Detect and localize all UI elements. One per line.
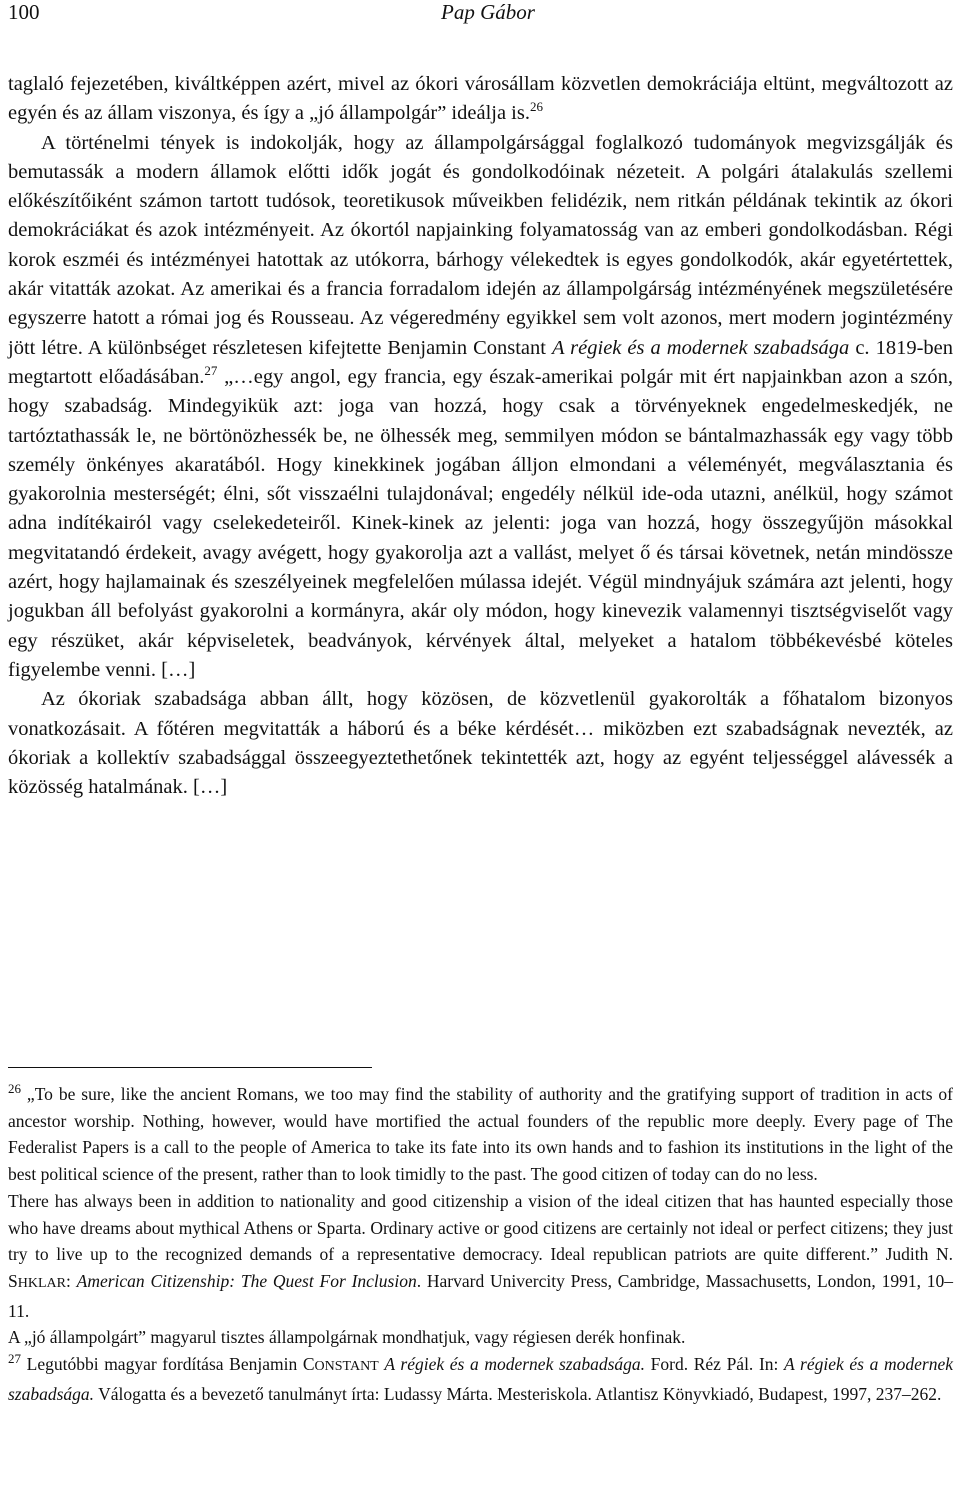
footnote-26-continued — [8, 1188, 953, 1325]
paragraph-text: c. 1819-ben megtartott előadásában. — [8, 336, 953, 388]
work-title: A régiek és a modernek szabadsága — [552, 336, 850, 359]
footnote-27 — [8, 1351, 953, 1407]
footnote-text: There has always been in addition to nationality and good citizenship a vision of the ideal citizen that has haunted especially those who have dreams about mythical Athens or Sparta. Ordinary active or good citizens are certainly not ideal or perfect citizens; they just try to live up to the recognized demands of a representative democracy. Ideal republican patriots are quite different.” Judith N. — [8, 1190, 953, 1265]
footnote-number: 26 — [8, 1081, 21, 1097]
footnotes — [8, 1081, 953, 1407]
footnote-text: Legutóbbi magyar fordítása Benjamin C — [21, 1354, 315, 1375]
footnote-divider — [8, 1067, 372, 1068]
footnote-26 — [8, 1081, 953, 1188]
quotation-text: „…egy angol, egy francia, egy észak-amerikai polgár mit ért napjainkban azon a szón, hogy szabadság. Mindegyikük azt: joga van hozzá, hogy csak a törvényeknek engedelmeskedjék, ne tartóztathassák le, ne börtönözhessék be, ne ölhessék meg, semmilyen módon se bántalmazhassák egy vagy több személy önkényes akaratából. Hogy kinekkinek jogában álljon elmondani a véleményét, megválasztania és gyakorolnia mesterségét; élni, sőt visszaélni tulajdonával; engedély nélkül ide-oda utazni, anélkül, hogy számot adna indítékairól vagy cselekedeteiről. Kinek-kinek az jelenti: joga van hozzá, hogy összegyűjön másokkal megvitatandó érdekeit, avagy avégett, hogy gyakorolja azt a vallást, melyet ő és társai követnek, netán mindössze azért, hogy hajlamainak és szeszélyeinek megfelelően múlassa idejét. Végül mindnyájuk számára azt jelenti, hogy jogukban áll befolyást gyakorolni a kormányra, akár oly módon, hogy kinevezik valamennyi tisztségviselőt vagy egy részüket, akár képviseletek, beadványok, kérvények által, melyeket a hatalom többékevésbé köteles figyelembe venni. […] — [8, 365, 953, 681]
footnote-number: 27 — [8, 1351, 21, 1367]
footnote-text: Ford. Réz Pál. In: — [645, 1354, 785, 1375]
footnote-text: Válogatta és a bevezető tanulmányt írta: Ludassy Márta. Mesteriskola. Atlantisz Könyvkiadó, Budapest, 1997, 237–262. — [94, 1383, 942, 1404]
work-title: American Citizenship: The Quest For Inclusion — [76, 1270, 417, 1291]
footnote-ref-26[interactable]: 26 — [529, 99, 543, 115]
page-number: 100 — [8, 0, 40, 24]
footnote-ref-27[interactable]: 27 — [204, 363, 218, 379]
footnote-text: : — [65, 1270, 77, 1291]
paragraph-text: taglaló fejezetében, kiváltképpen azért, mivel az ókori városállam közvetlen demokráciája eltünt, megváltozott az egyén és az állam viszonya, és így a „jó állampolgár” ideálja is. — [8, 73, 953, 125]
footnote-text: . Harvard Univercity Press, Cambridge, Massachusetts, London, 1991, 10–11. — [8, 1270, 954, 1321]
work-title: A régiek és a modernek szabadsága. — [384, 1354, 646, 1375]
paragraph-text: A történelmi tények is indokolják, hogy az állampolgársággal foglalkozó tudományok megvizsgálják és bemutassák a modern államok előtti idők jogát és gondolkodóinak nézeteit. A polgári átalakulás szellemi előkészítőiként számon tartott tudósok, teoretikusok műveikben felidézik, nem ritkán példának tekintik az ókori demokráciákat és azok intézményeit. Az ókortól napjainking folyamatosság van az emberi gondolkodásban. Régi korok eszméi és intézményei hatottak az utókorra, bárhogy vélekedtek is egyes gondolkodók, akár egyetértettek, akár vitatták azokat. Az amerikai és a francia forradalom idején az állampolgárság intézményének megszületésére egyszerre hatott a római jog és Rousseau. Az végeredmény egyikkel sem volt azonos, mert modern jogintézmény jött létre. A különbséget részletesen kifejtette Benjamin Constant — [8, 131, 953, 359]
footnote-text: „To be sure, like the ancient Romans, we too may find the stability of authority and the gratifying support of tradition in acts of ancestor worship. Nothing, however, would have mortified the actual founders of the republic more deeply. Every page of The Federalist Papers is a call to the people of America to take its fate into its own hands and to fashion its institutions in the light of the best political science of the present, rather than to look timidly to the past. The good citizen of today can do no less. — [8, 1084, 954, 1185]
running-title: Pap Gábor — [441, 0, 535, 24]
work-title: A régiek és a modernek szabadsága. — [8, 1354, 953, 1404]
author-name: S — [8, 1270, 18, 1291]
paragraph-1 — [8, 70, 953, 129]
paragraph-3 — [8, 685, 953, 802]
page-header — [8, 0, 952, 24]
author-name: HKLAR — [17, 1275, 66, 1291]
body-text — [8, 70, 953, 802]
paragraph-2 — [8, 129, 953, 686]
author-name: ONSTANT — [314, 1359, 379, 1375]
footnote-26-note — [8, 1324, 953, 1351]
paragraph-text: Az ókoriak szabadsága abban állt, hogy közösen, de közvetlenül gyakorolták a főhatalom bizonyos vonatkozásait. A főtéren megvitatták a háború és a béke kérdését… miközben ezt szabadságnak nevezték, az ókoriak a kollektív szabadsággal összeegyeztethetőnek tekintették azt, hogy az egyént teljességgel alávessék a közösség hatalmának. […] — [8, 688, 953, 799]
footnote-text: A „jó állampolgárt” magyarul tisztes állampolgárnak mondhatjuk, vagy régiesen derék honfinak. — [8, 1327, 686, 1348]
